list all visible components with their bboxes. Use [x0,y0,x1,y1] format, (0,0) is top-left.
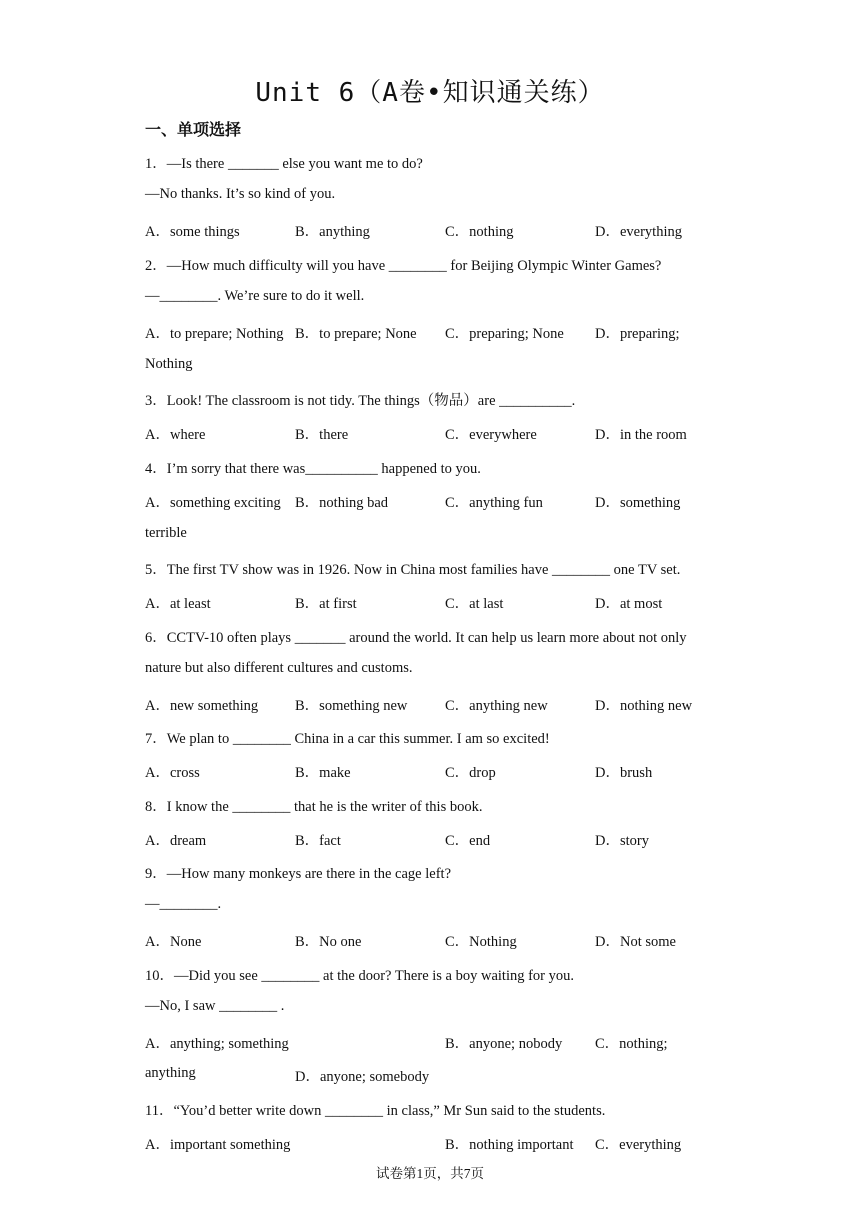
question-2-line-1: 2．—How much difficulty will you have ________ for Beijing Olympic Winter Games? [145,258,662,274]
question-11-option-c: C．everything [595,1137,682,1153]
question-7-line-1: 7．We plan to ________ China in a car this summer. I am so excited! [145,731,550,747]
question-8-option-a: A．dream [145,833,207,849]
question-8-option-d: D．story [595,833,649,849]
question-8-option-c: C．end [445,833,491,849]
question-3-line-1: 3．Look! The classroom is not tidy. The things（物品）are __________. [145,393,576,409]
question-5-option-a: A．at least [145,596,211,612]
question-9-line-1: 9．—How many monkeys are there in the cage left? [145,866,452,882]
question-4-option-d: D．something [595,495,681,511]
question-9-option-b: B．No one [295,934,362,950]
section-heading: 一、单项选择 [145,120,242,139]
question-6-option-d: D．nothing new [595,698,693,714]
question-2-line-2: —________. We’re sure to do it well. [145,288,365,304]
question-3-option-b: B．there [295,427,349,443]
question-1-option-c: C．nothing [445,224,514,240]
question-5-option-d: D．at most [595,596,663,612]
page-footer: 试卷第1页，共7页 [376,1166,484,1181]
question-6-line-1: 6．CCTV-10 often plays _______ around the world. It can help us learn more about not only [145,630,687,646]
question-10-option-a: A．anything; something [145,1036,289,1052]
question-7-option-c: C．drop [445,765,496,781]
question-10-option-b: B．anyone; nobody [445,1036,563,1052]
question-7-option-d: D．brush [595,765,653,781]
question-1-line-1: 1．—Is there _______ else you want me to do? [145,156,423,172]
question-10-option-d: D．anyone; somebody [295,1069,430,1085]
question-10-line-2: —No, I saw ________ . [145,998,285,1014]
question-3-option-d: D．in the room [595,427,687,443]
question-2-option-a: A．to prepare; Nothing [145,326,284,342]
question-6-line-2: nature but also different cultures and customs. [145,660,413,676]
question-9-option-c: C．Nothing [445,934,517,950]
question-2-option-b: B．to prepare; None [295,326,417,342]
question-5-option-b: B．at first [295,596,357,612]
question-4-option-a: A．something exciting [145,495,281,511]
question-6-option-b: B．something new [295,698,408,714]
question-10-line-1: 10．—Did you see ________ at the door? There is a boy waiting for you. [145,968,575,984]
page-title: Unit 6（A卷•知识通关练） [255,78,605,108]
question-8-line-1: 8．I know the ________ that he is the writer of this book. [145,799,483,815]
question-6-option-a: A．new something [145,698,259,714]
question-4-option-c: C．anything fun [445,495,543,511]
question-10-option-c: C．nothing; [595,1036,668,1052]
question-8-option-b: B．fact [295,833,341,849]
question-1-option-a: A．some things [145,224,240,240]
question-3-option-a: A．where [145,427,206,443]
question-11-line-1: 11．“You’d better write down ________ in class,” Mr Sun said to the students. [145,1103,606,1119]
question-6-option-c: C．anything new [445,698,548,714]
question-9-line-2: —________. [145,896,222,912]
question-2-option-d-wrap: Nothing [145,356,193,372]
question-3-option-c: C．everywhere [445,427,537,443]
question-5-line-1: 5．The first TV show was in 1926. Now in China most families have ________ one TV set. [145,562,681,578]
question-1-option-b: B．anything [295,224,370,240]
question-10-option-c-wrap: anything [145,1065,196,1081]
question-7-option-b: B．make [295,765,351,781]
question-4-option-d-wrap: terrible [145,525,187,541]
question-4-option-b: B．nothing bad [295,495,389,511]
question-2-option-d: D．preparing; [595,326,680,342]
question-11-option-a: A．important something [145,1137,291,1153]
question-9-option-a: A．None [145,934,202,950]
question-11-option-b: B．nothing important [445,1137,574,1153]
question-7-option-a: A．cross [145,765,200,781]
question-2-option-c: C．preparing; None [445,326,564,342]
question-1-option-d: D．everything [595,224,682,240]
question-4-line-1: 4．I’m sorry that there was__________ happened to you. [145,461,481,477]
question-9-option-d: D．Not some [595,934,676,950]
question-5-option-c: C．at last [445,596,504,612]
question-1-line-2: —No thanks. It’s so kind of you. [145,186,336,202]
